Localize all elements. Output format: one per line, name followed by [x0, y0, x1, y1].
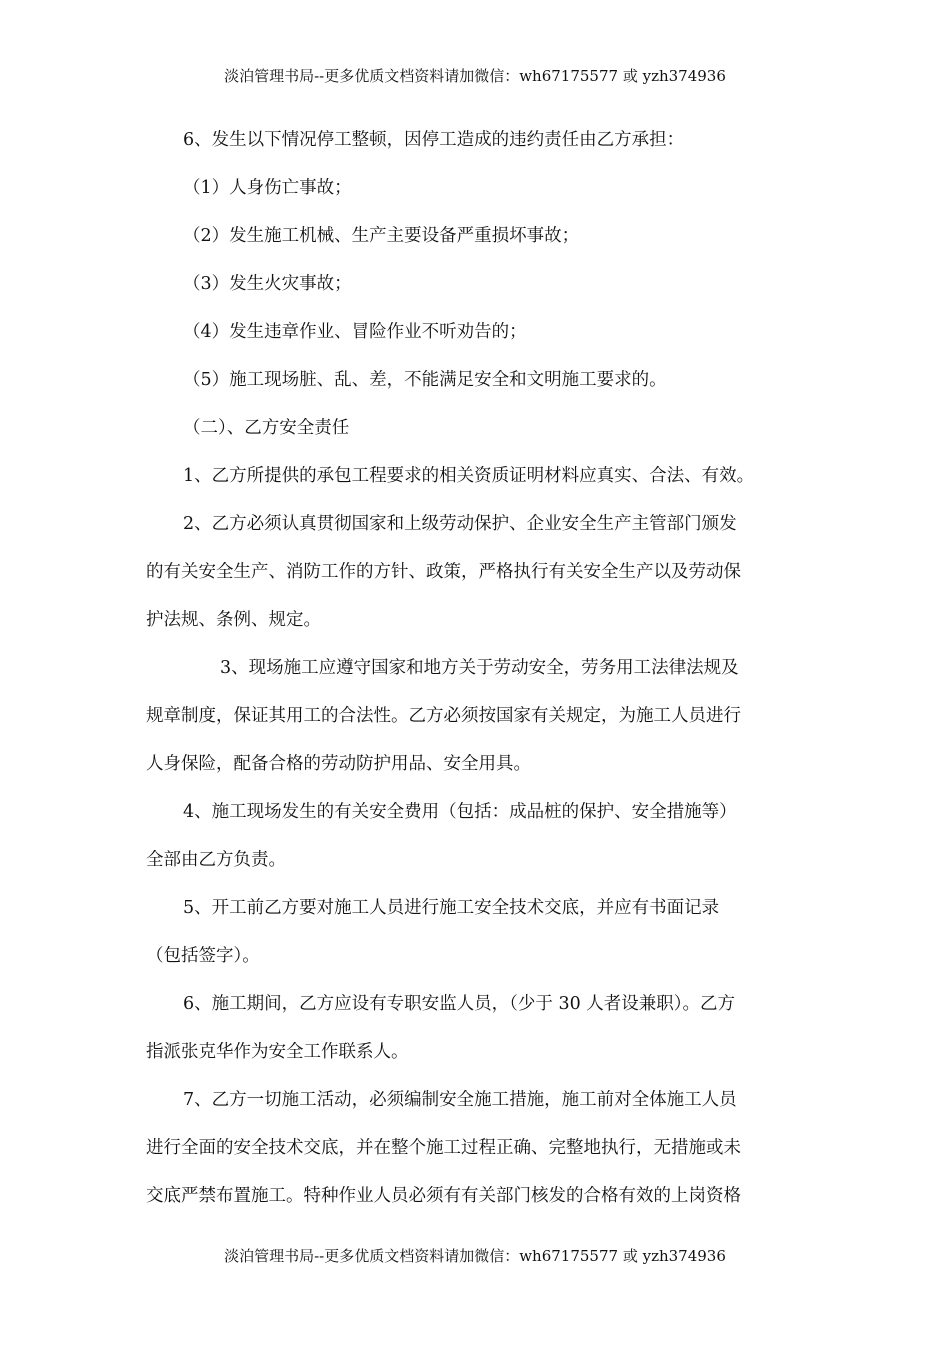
paragraph-line: 2、乙方必须认真贯彻国家和上级劳动保护、企业安全生产主管部门颁发 — [183, 514, 737, 534]
paragraph-line: 4、施工现场发生的有关安全费用（包括：成品桩的保护、安全措施等） — [183, 802, 737, 822]
list-item: （4）发生违章作业、冒险作业不听劝告的； — [183, 322, 527, 342]
page-header: 淡泊管理书局--更多优质文档资料请加微信：wh67175577 或 yzh374936 — [224, 67, 726, 85]
paragraph-line: 指派张克华作为安全工作联系人。 — [146, 1042, 409, 1062]
list-item: （1）人身伤亡事故； — [183, 178, 352, 198]
paragraph-line: 的有关安全生产、消防工作的方针、政策，严格执行有关安全生产以及劳动保 — [146, 562, 741, 582]
paragraph-line: 6、施工期间，乙方应设有专职安监人员，（少于 30 人者设兼职）。乙方 — [183, 994, 736, 1014]
section-heading: （二）、乙方安全责任 — [183, 418, 350, 438]
list-item: （3）发生火灾事故； — [183, 274, 352, 294]
document-body — [146, 116, 806, 1220]
paragraph-line: 1、乙方所提供的承包工程要求的相关资质证明材料应真实、合法、有效。 — [183, 466, 755, 486]
page-footer: 淡泊管理书局--更多优质文档资料请加微信：wh67175577 或 yzh374936 — [224, 1247, 726, 1265]
paragraph-line: 3、现场施工应遵守国家和地方关于劳动安全，劳务用工法律法规及 — [220, 658, 739, 678]
paragraph-line: 6、发生以下情况停工整顿，因停工造成的违约责任由乙方承担： — [183, 130, 685, 150]
paragraph-line: （包括签字）。 — [146, 946, 260, 966]
paragraph-line: 全部由乙方负责。 — [146, 850, 286, 870]
list-item: （5）施工现场脏、乱、差，不能满足安全和文明施工要求的。 — [183, 370, 667, 390]
paragraph-line: 规章制度，保证其用工的合法性。乙方必须按国家有关规定，为施工人员进行 — [146, 706, 741, 726]
paragraph-line: 5、开工前乙方要对施工人员进行施工安全技术交底，并应有书面记录 — [183, 898, 720, 918]
list-item: （2）发生施工机械、生产主要设备严重损坏事故； — [183, 226, 580, 246]
paragraph-line: 人身保险，配备合格的劳动防护用品、安全用具。 — [146, 754, 531, 774]
paragraph-line: 7、乙方一切施工活动，必须编制安全施工措施，施工前对全体施工人员 — [183, 1090, 737, 1110]
paragraph-line: 护法规、条例、规定。 — [146, 610, 321, 630]
paragraph-line: 交底严禁布置施工。特种作业人员必须有有关部门核发的合格有效的上岗资格 — [146, 1186, 741, 1206]
paragraph-line: 进行全面的安全技术交底，并在整个施工过程正确、完整地执行，无措施或未 — [146, 1138, 741, 1158]
